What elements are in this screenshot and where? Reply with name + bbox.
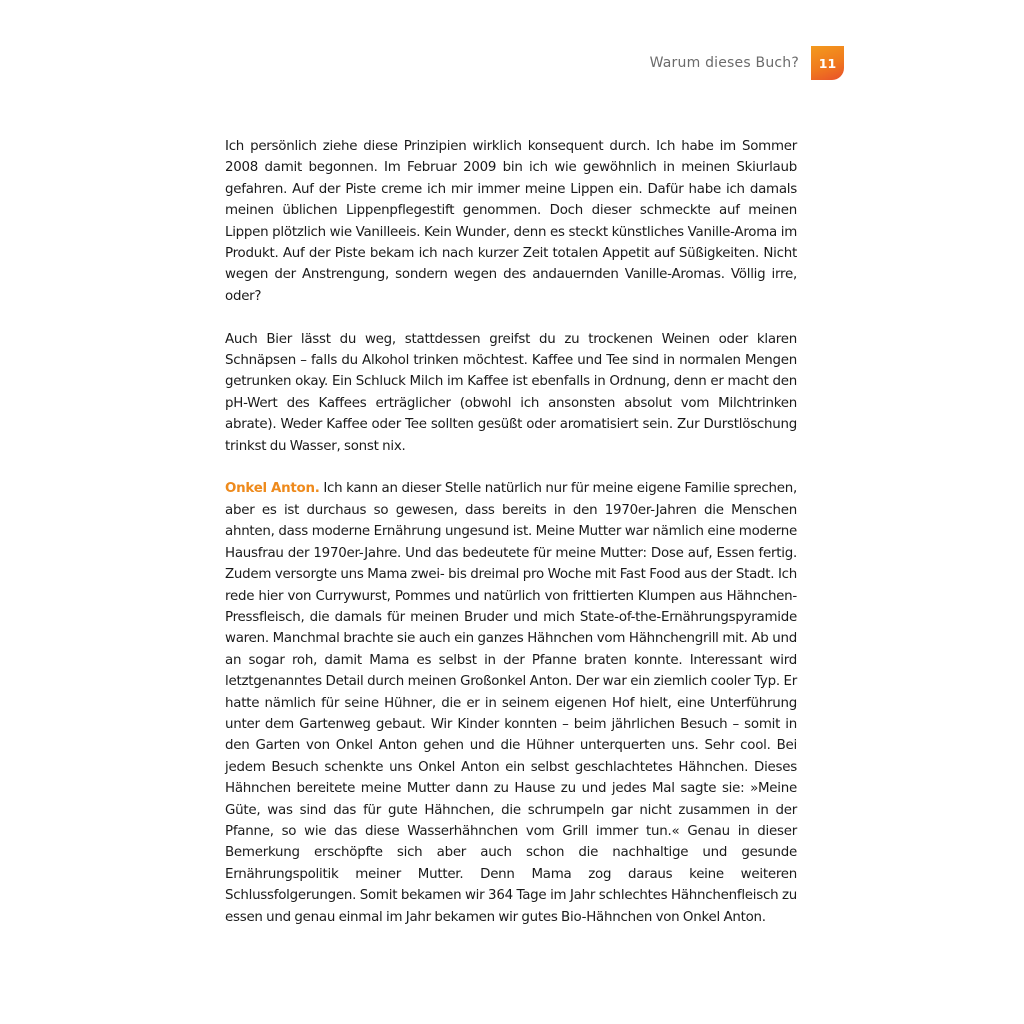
page-number-badge xyxy=(811,46,844,80)
paragraph-drinks: Auch Bier lässt du weg, stattdessen greifst du zu trockenen Weinen oder klaren Schnäpsen – falls du Alkohol trinken möchtest. Kaffee und Tee sind in normalen Mengen getrunken okay. Ein Schluck Milch im Kaffee ist ebenfalls in Ordnung, denn er macht den pH-Wert des Kaffees erträglicher (obwohl ich ansonsten absolut vom Milchtrinken abrate). Weder Kaffee oder Tee sollten gesüßt oder aromatisiert sein. Zur Durstlöschung trinkst du Wasser, sonst nix. xyxy=(225,331,797,454)
page-header xyxy=(650,46,844,80)
paragraph-vanilla-story: Ich persönlich ziehe diese Prinzipien wirklich konsequent durch. Ich habe im Sommer 2008 damit begonnen. Im Februar 2009 bin ich wie gewöhnlich in meinen Skiurlaub gefahren. Auf der Piste creme ich mir immer meine Lippen ein. Dafür habe ich damals meinen üblichen Lippenpflegestift genommen. Doch dieser schmeckte auf meinen Lippen plötzlich wie Vanilleeis. Kein Wunder, denn es steckt künstliches Vanille-Aroma im Produkt. Auf der Piste bekam ich nach kurzer Zeit totalen Appetit auf Süßigkeiten. Nicht wegen der Anstrengung, sondern wegen des andauernden Vanille-Aromas. Völlig irre, oder? xyxy=(225,139,797,304)
running-title: Warum dieses Buch? xyxy=(649,55,799,71)
paragraph-onkel-anton-text: Ich kann an dieser Stelle natürlich nur für meine eigene Familie sprechen, aber es ist durchaus so gewesen, dass bereits in den 1970er-Jahren die Menschen ahnten, dass moderne Ernährung ungesund ist. Meine Mutter war nämlich eine moderne Hausfrau der 1970er-Jahre. Und das bedeutete für meine Mutter: Dose auf, Essen fertig. Zudem versorgte uns Mama zwei- bis dreimal pro Woche mit Fast Food aus der Stadt. Ich rede hier von Currywurst, Pommes und natürlich von frittierten Klumpen aus Hähnchen-Pressfleisch, die damals für meinen Bruder und mich State-of-the-Ernährungspyramide waren. Manchmal brachte sie auch ein ganzes Hähnchen vom Hähnchengrill mit. Ab und an sogar roh, damit Mama es selbst in der Pfanne braten konnte. Interessant wird letztgenanntes Detail durch meinen Großonkel Anton. Der war ein ziemlich cooler Typ. Er hatte nämlich für seine Hühner, die er in seinem eigenen Hof hielt, eine Unterführung unter dem Gartenweg gebaut. Wir Kinder konnten – beim jährlichen Besuch – somit in den Garten von Onkel Anton gehen und die Hühner unterquerten uns. Sehr cool. Bei jedem Besuch schenkte uns Onkel Anton ein selbst geschlachtetes Hähnchen. Dieses Hähnchen bereitete meine Mutter dann zu Hause zu und jedes Mal sagte sie: »Meine Güte, was sind das für gute Hähnchen, die schrumpeln gar nicht zusammen in der Pfanne, so wie das diese Wasserhähnchen vom Grill immer tun.« Genau in dieser Bemerkung erschöpfte sich aber auch schon die nachhaltige und gesunde Ernährungspolitik meiner Mutter. Denn Mama zog daraus keine weiteren Schlussfolgerungen. Somit bekamen wir 364 Tage im Jahr schlechtes Hähnchenfleisch zu essen und genau einmal im Jahr bekamen wir gutes Bio-Hähnchen von Onkel Anton. xyxy=(225,481,797,925)
page-number: 11 xyxy=(818,55,837,71)
paragraph-onkel-anton xyxy=(225,478,797,928)
page-body xyxy=(225,136,797,928)
run-in-heading: Onkel Anton. xyxy=(225,481,320,497)
